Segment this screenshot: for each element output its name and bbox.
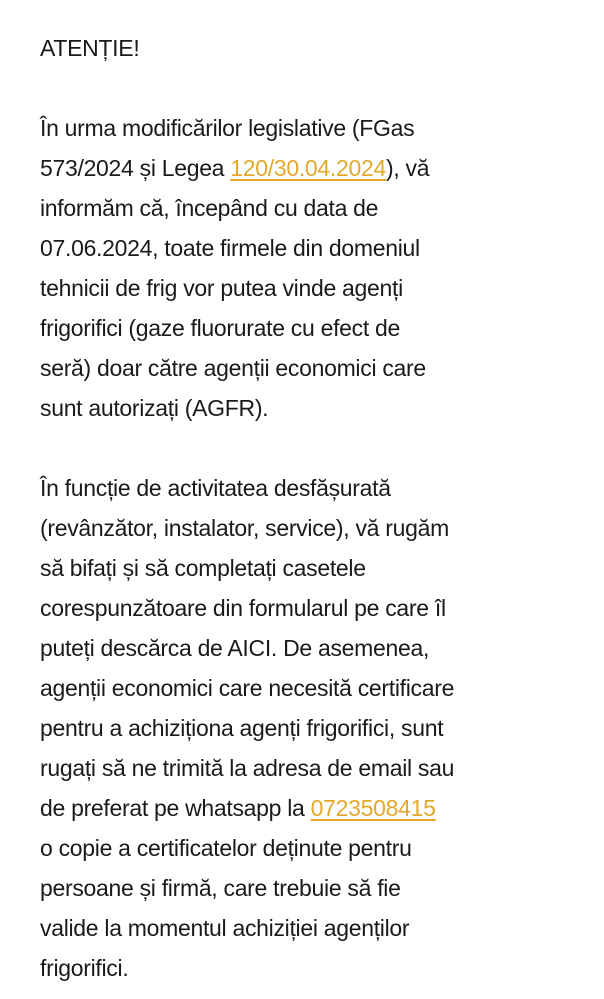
text-line: tehnicii de frig vor putea vinde agenți	[40, 275, 403, 301]
text-line: agenții economici care necesită certificare	[40, 675, 455, 701]
paragraph-instructions	[40, 468, 580, 988]
text-line	[40, 148, 580, 188]
text-line: 07.06.2024, toate firmele din domeniul	[40, 235, 420, 261]
spacer	[40, 68, 580, 108]
text-line: informăm că, începând cu data de	[40, 195, 379, 221]
text-line: În urma modificărilor legislative (FGas	[40, 115, 415, 141]
text-line: rugați să ne trimită la adresa de email sau	[40, 755, 455, 781]
text-segment: de preferat pe whatsapp la	[40, 795, 311, 821]
text-line: (revânzător, instalator, service), vă rugăm	[40, 515, 449, 541]
paragraph-legislation	[40, 108, 580, 428]
message-body	[40, 28, 580, 988]
text-line: puteți descărca de AICI. De asemenea,	[40, 635, 430, 661]
text-line: să bifați și să completați casetele	[40, 555, 366, 581]
text-line	[40, 788, 580, 828]
text-line: În funcție de activitatea desfășurată	[40, 475, 391, 501]
text-line: sunt autorizați (AGFR).	[40, 395, 269, 421]
text-line: frigorifici.	[40, 955, 129, 981]
text-line: corespunzătoare din formularul pe care îl	[40, 595, 446, 621]
text-line: persoane și firmă, care trebuie să fie	[40, 875, 401, 901]
spacer	[40, 428, 580, 468]
text-line: frigorifici (gaze fluorurate cu efect de	[40, 315, 401, 341]
text-segment: 573/2024 și Legea	[40, 155, 231, 181]
text-line: valide la momentul achiziției agenților	[40, 915, 410, 941]
heading: ATENȚIE!	[40, 35, 140, 61]
text-line: pentru a achiziționa agenți frigorifici, sunt	[40, 715, 444, 741]
law-link[interactable]: 120/30.04.2024	[230, 155, 386, 181]
phone-link[interactable]: 0723508415	[310, 795, 436, 821]
text-line: o copie a certificatelor deținute pentru	[40, 835, 412, 861]
text-segment: ), vă	[385, 155, 430, 181]
text-line: seră) doar către agenții economici care	[40, 355, 426, 381]
